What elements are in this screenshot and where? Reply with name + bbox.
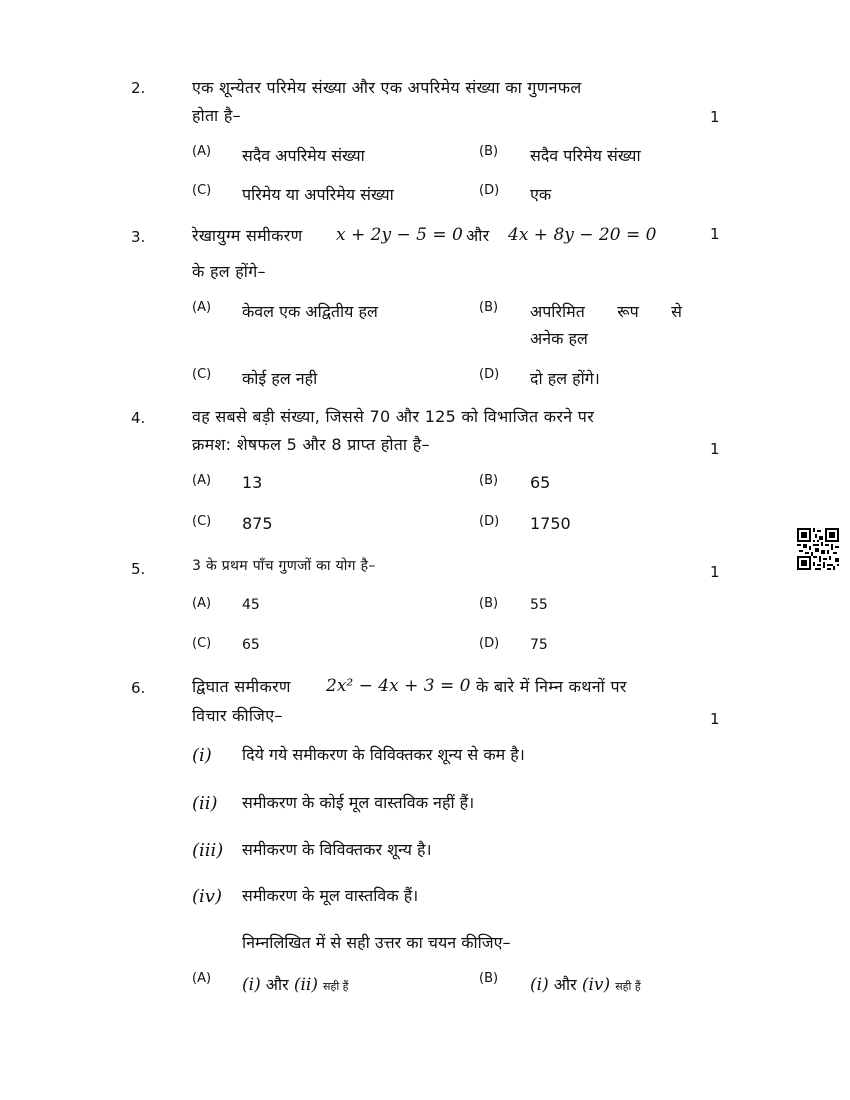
option-label: (A): [192, 300, 212, 315]
equation: 4x + 8y − 20 = 0: [508, 225, 657, 245]
statement-label: (i): [192, 745, 212, 766]
marks: 1: [710, 440, 720, 458]
option-label: (D): [479, 183, 500, 198]
equation: x + 2y − 5 = 0: [336, 225, 463, 245]
question-number: 5.: [131, 560, 146, 578]
marks: 1: [710, 563, 720, 581]
option-text[interactable]: 55: [530, 597, 548, 613]
question-text-line: के हल होंगे–: [192, 262, 266, 281]
option-text[interactable]: [530, 973, 641, 995]
option-label: (A): [192, 473, 212, 488]
roman-numeral: (iv): [581, 975, 611, 995]
option-word: अपरिमित: [530, 302, 585, 321]
option-text[interactable]: 875: [242, 514, 273, 533]
equation: 2x² − 4x + 3 = 0: [326, 676, 471, 696]
option-text[interactable]: कोई हल नही: [242, 369, 318, 388]
option-text[interactable]: 65: [530, 473, 551, 492]
option-word: रूप: [617, 302, 639, 321]
option-label: (C): [192, 636, 212, 651]
option-word: सही हैं: [323, 980, 349, 993]
marks: 1: [710, 225, 720, 243]
question-text-line: होता है–: [192, 106, 241, 125]
qr-code-icon: [797, 528, 839, 570]
question-number: 6.: [131, 679, 146, 697]
statement-label: (ii): [192, 793, 218, 814]
option-text[interactable]: 75: [530, 637, 548, 653]
option-text[interactable]: [530, 300, 682, 322]
question-number: 3.: [131, 228, 146, 246]
option-label: (D): [479, 367, 500, 382]
question-text-line: एक शून्येतर परिमेय संख्या और एक अपरिमेय संख्या का गुणनफल: [192, 78, 582, 97]
marks: 1: [710, 710, 720, 728]
option-word: और: [553, 975, 577, 994]
option-label: (B): [479, 473, 499, 488]
question-number: 4.: [131, 409, 146, 427]
marks: 1: [710, 108, 720, 126]
roman-numeral: (ii): [293, 975, 318, 995]
question-text-line: क्रमश: शेषफल 5 और 8 प्राप्त होता है–: [192, 435, 430, 454]
option-text[interactable]: 45: [242, 597, 260, 613]
statement-label: (iv): [192, 886, 222, 907]
question-number: 2.: [131, 79, 146, 97]
option-text[interactable]: एक: [530, 185, 552, 204]
option-text[interactable]: सदैव अपरिमेय संख्या: [242, 146, 365, 165]
option-label: (B): [479, 596, 499, 611]
option-label: (A): [192, 971, 212, 986]
option-label: (D): [479, 514, 500, 529]
statement-text: समीकरण के विविक्तकर शून्य है।: [242, 840, 432, 859]
option-word: से: [671, 302, 682, 321]
option-label: (C): [192, 367, 212, 382]
option-text[interactable]: 65: [242, 637, 260, 653]
statement-text: दिये गये समीकरण के विविक्तकर शून्य से कम है।: [242, 745, 525, 764]
option-label: (A): [192, 596, 212, 611]
option-word: और: [265, 975, 289, 994]
question-text-line: वह सबसे बड़ी संख्या, जिससे 70 और 125 को विभाजित करने पर: [192, 407, 595, 426]
option-text[interactable]: अनेक हल: [530, 329, 588, 348]
option-text[interactable]: सदैव परिमेय संख्या: [530, 146, 641, 165]
option-label: (B): [479, 971, 499, 986]
roman-numeral: (i): [242, 975, 261, 995]
instruction-text: निम्नलिखित में से सही उत्तर का चयन कीजिए–: [242, 933, 511, 952]
question-text-line: रेखायुग्म समीकरण: [192, 226, 303, 245]
option-label: (C): [192, 183, 212, 198]
option-label: (C): [192, 514, 212, 529]
question-text-word: और: [466, 226, 490, 245]
statement-text: समीकरण के मूल वास्तविक हैं।: [242, 886, 419, 905]
option-label: (A): [192, 144, 212, 159]
option-word: सही हैं: [615, 980, 641, 993]
option-label: (B): [479, 144, 499, 159]
option-text[interactable]: परिमेय या अपरिमेय संख्या: [242, 185, 394, 204]
option-text[interactable]: दो हल होंगे।: [530, 369, 600, 388]
option-text[interactable]: 13: [242, 473, 263, 492]
question-text-line: के बारे में निम्न कथनों पर: [476, 677, 627, 696]
option-text[interactable]: केवल एक अद्वितीय हल: [242, 302, 378, 321]
statement-text: समीकरण के कोई मूल वास्तविक नहीं हैं।: [242, 793, 475, 812]
option-text[interactable]: 1750: [530, 514, 571, 533]
statement-label: (iii): [192, 840, 224, 861]
question-text-line: द्विघात समीकरण: [192, 677, 291, 696]
option-text[interactable]: [242, 973, 349, 995]
option-label: (D): [479, 636, 500, 651]
roman-numeral: (i): [530, 975, 549, 995]
question-text-line: 3 के प्रथम पाँच गुणजों का योग है–: [192, 558, 376, 574]
option-label: (B): [479, 300, 499, 315]
question-text-line: विचार कीजिए–: [192, 706, 283, 725]
